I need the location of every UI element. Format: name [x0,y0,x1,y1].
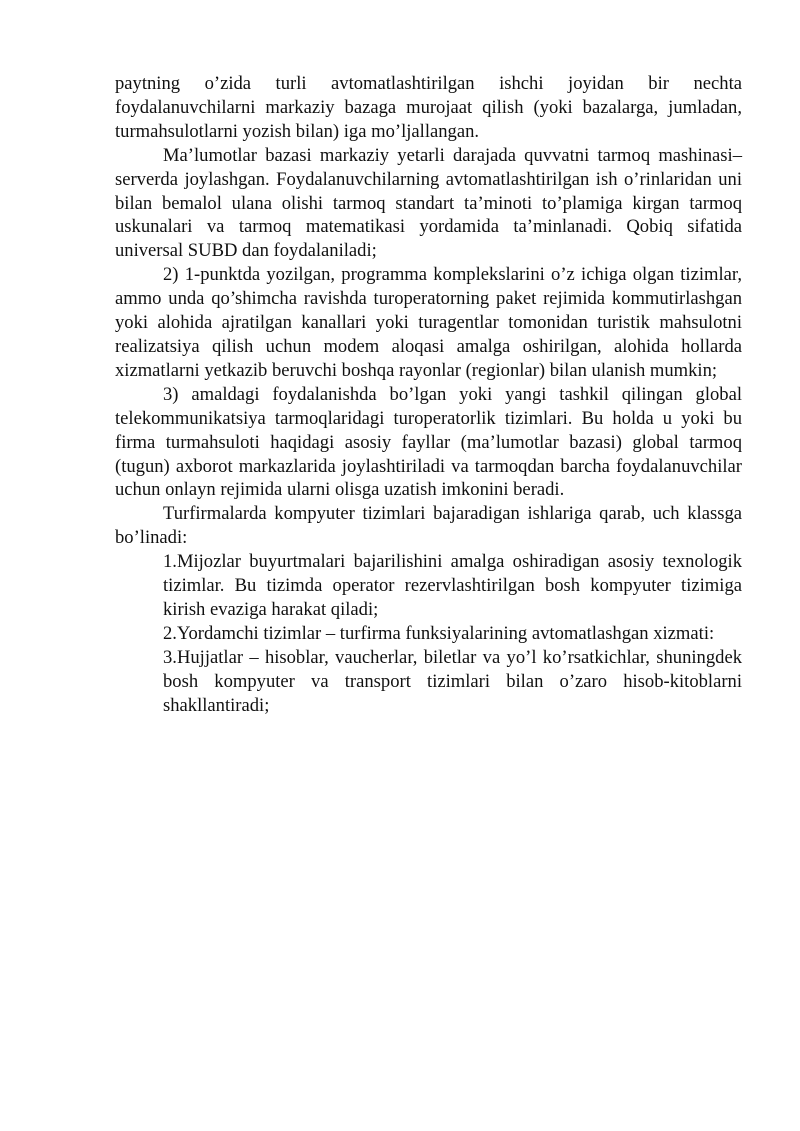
paragraph-item-2: 2) 1-punktda yozilgan, programma komplekslarini o’z ichiga olgan tizimlar, ammo unda qo’shimcha ravishda turoperatorning paket rejimida kommutirlashgan yoki alohida ajratilgan kanallari yoki turagentlar tomonidan turistik mahsulotni realizatsiya qilish uchun modem aloqasi amalga oshirilgan, alohida hollarda xizmatlarni yetkazib beruvchi boshqa rayonlar (regionlar) bilan ulanish mumkin; [115,264,742,381]
paragraph-continuation: paytning o’zida turli avtomatlashtirilgan ishchi joyidan bir nechta foydalanuvchilarni markaziy bazaga murojaat qilish (yoki bazalarga, jumladan, turmahsulotlarni yozish bilan) iga mo’ljallangan. [115,73,742,142]
paragraph-classes-intro: Turfirmalarda kompyuter tizimlari bajaradigan ishlariga qarab, uch klassga bo’linadi: [115,503,742,549]
paragraph-database-description: Ma’lumotlar bazasi markaziy yetarli darajada quvvatni tarmoq mashinasi–serverda joylashgan. Foydalanuvchilarning avtomatlashtirilgan ish o’rinlaridan uni bilan bemalol ulana olishi tarmoq standart ta’minoti to’plamiga kirgan tarmoq uskunalari va tarmoq matematikasi yordamida ta’minlanadi. Qobiq sifatida universal SUBD dan foydalaniladi; [115,144,742,262]
paragraph-item-3: 3) amaldagi foydalanishda bo’lgan yoki yangi tashkil qilingan global telekommunikatsiya tarmoqlaridagi turoperatorlik tizimlari. Bu holda u yoki bu firma turmahsuloti haqidagi asosiy fayllar (ma’lumotlar bazasi) global tarmoq (tugun) axborot markazlarida joylashtiriladi va tarmoqdan barcha foydalanuvchilar uchun onlayn rejimida ularni olisga uzatish imkonini beradi. [115,383,742,501]
list-item-auxiliary-systems: 2.Yordamchi tizimlar – turfirma funksiyalarining avtomatlashgan xizmati: [163,622,715,644]
list-item-main-systems: 1.Mijozlar buyurtmalari bajarilishini amalga oshiradigan asosiy texnologik tizimlar. Bu tizimda operator rezervlashtirilgan bosh kompyuter tizimiga kirish evaziga harakat qiladi; [163,551,742,620]
document-page [115,72,742,717]
list-item-documents: 3.Hujjatlar – hisoblar, vaucherlar, biletlar va yo’l ko’rsatkichlar, shuningdek bosh kompyuter va transport tizimlari bilan o’zaro hisob-kitoblarni shakllantiradi; [163,646,742,716]
